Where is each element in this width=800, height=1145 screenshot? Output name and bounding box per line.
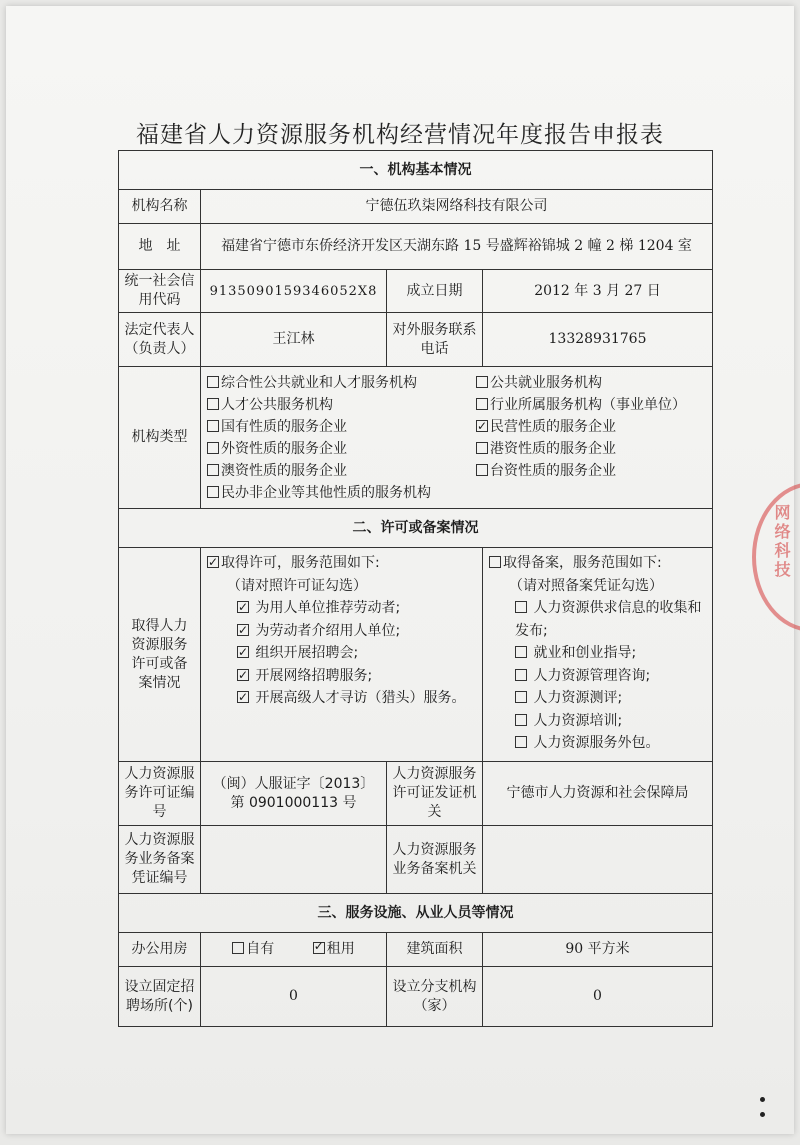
checkbox-icon — [207, 442, 219, 454]
office-options — [201, 933, 387, 967]
phone-label: 对外服务联系电话 — [387, 313, 483, 367]
credit-code-label: 统一社会信用代码 — [119, 270, 201, 313]
filing-item[interactable]: 人力资源服务外包。 — [489, 732, 706, 755]
checkbox-icon — [476, 442, 488, 454]
checked-checkbox-icon — [476, 420, 488, 432]
legal-rep-value: 王江林 — [201, 313, 387, 367]
permit-number-label: 人力资源服务许可证编号 — [119, 762, 201, 826]
permit-note: （请对照许可证勾选） — [227, 577, 367, 594]
permit-number-line-1: （闽）人服证字〔2013〕 — [212, 775, 375, 792]
office-own-option[interactable]: 自有 — [232, 941, 274, 957]
permit-item[interactable]: ✓ 为劳动者介绍用人单位; — [207, 620, 476, 643]
permit-scope — [201, 548, 483, 762]
org-name-label: 机构名称 — [119, 190, 201, 224]
report-form — [118, 150, 713, 1027]
checkbox-icon — [515, 691, 527, 703]
area-value: 90 平方米 — [483, 933, 713, 967]
phone-value: 13328931765 — [483, 313, 713, 367]
checkbox-icon — [515, 601, 527, 613]
permit-item[interactable]: ✓ 组织开展招聘会; — [207, 642, 476, 665]
checkbox-icon — [207, 486, 219, 498]
issuer-value: 宁德市人力资源和社会保障局 — [483, 762, 713, 826]
permit-number-value — [201, 762, 387, 826]
binding-dot — [760, 1097, 765, 1102]
license-label: 取得人力资源服务许可或备案情况 — [119, 548, 201, 762]
checkbox-icon — [515, 669, 527, 681]
type-option[interactable]: 公共就业服务机构 — [476, 372, 706, 394]
checkbox-icon — [476, 464, 488, 476]
venue-label: 设立固定招聘场所(个) — [119, 967, 201, 1027]
type-option-private-checked[interactable]: ✓ 民营性质的服务企业 — [476, 416, 706, 438]
branch-value: 0 — [483, 967, 713, 1027]
type-option[interactable]: 外资性质的服务企业 — [207, 438, 476, 460]
legal-rep-label: 法定代表人（负责人） — [119, 313, 201, 367]
checkbox-icon — [476, 376, 488, 388]
filing-note: （请对照备案凭证勾选） — [509, 577, 663, 594]
checkbox-icon — [207, 376, 219, 388]
filing-item[interactable]: 人力资源培训; — [489, 710, 706, 733]
checked-checkbox-icon — [207, 556, 219, 568]
form-title: 福建省人力资源服务机构经营情况年度报告申报表 — [136, 122, 664, 148]
branch-label: 设立分支机构（家） — [387, 967, 483, 1027]
area-label: 建筑面积 — [387, 933, 483, 967]
filing-number-label: 人力资源服务业务备案凭证编号 — [119, 826, 201, 894]
type-option[interactable]: 澳资性质的服务企业 — [207, 460, 476, 482]
type-option[interactable]: 人才公共服务机构 — [207, 394, 476, 416]
office-label: 办公用房 — [119, 933, 201, 967]
type-option[interactable]: 港资性质的服务企业 — [476, 438, 706, 460]
filing-item[interactable]: 人力资源供求信息的收集和发布; — [515, 600, 702, 639]
permit-item[interactable]: ✓ 开展高级人才寻访（猎头）服务。 — [207, 687, 476, 710]
type-option[interactable]: 综合性公共就业和人才服务机构 — [207, 372, 476, 394]
filing-item[interactable]: 人力资源测评; — [489, 687, 706, 710]
office-rent-option[interactable]: ✓ 租用 — [313, 941, 355, 957]
checked-checkbox-icon — [313, 942, 325, 954]
address-value: 福建省宁德市东侨经济开发区天湖东路 15 号盛辉裕锦城 2 幢 2 梯 1204 室 — [201, 224, 713, 270]
seal-text: 网络科技 — [772, 504, 791, 580]
filing-authority-value[interactable] — [483, 826, 713, 894]
permit-heading[interactable]: ✓取得许可，服务范围如下: — [207, 552, 476, 575]
filing-authority-label: 人力资源服务业务备案机关 — [387, 826, 483, 894]
checked-checkbox-icon — [237, 669, 249, 681]
address-label: 地 址 — [119, 224, 201, 270]
checkbox-icon — [515, 736, 527, 748]
type-option[interactable]: 行业所属服务机构（事业单位） — [476, 394, 706, 416]
checked-checkbox-icon — [237, 601, 249, 613]
checked-checkbox-icon — [237, 646, 249, 658]
permit-item[interactable]: ✓ 开展网络招聘服务; — [207, 665, 476, 688]
checkbox-icon — [207, 420, 219, 432]
credit-code-value: 9135090159346052X8 — [201, 270, 387, 313]
org-type-label: 机构类型 — [119, 367, 201, 509]
section-license: 二、许可或备案情况 — [119, 509, 713, 548]
issuer-label: 人力资源服务许可证发证机关 — [387, 762, 483, 826]
section-facilities: 三、服务设施、从业人员等情况 — [119, 894, 713, 933]
filing-number-value[interactable] — [201, 826, 387, 894]
filing-item[interactable]: 就业和创业指导; — [489, 642, 706, 665]
checkbox-icon — [489, 556, 501, 568]
type-option[interactable]: 民办非企业等其他性质的服务机构 — [207, 482, 706, 504]
checkbox-icon — [515, 714, 527, 726]
filing-item[interactable]: 人力资源管理咨询; — [489, 665, 706, 688]
permit-item[interactable]: ✓ 为用人单位推荐劳动者; — [207, 597, 476, 620]
type-option[interactable]: 台资性质的服务企业 — [476, 460, 706, 482]
section-basic-info: 一、机构基本情况 — [119, 151, 713, 190]
venue-value: 0 — [201, 967, 387, 1027]
checked-checkbox-icon — [237, 624, 249, 636]
founding-date-label: 成立日期 — [387, 270, 483, 313]
filing-heading[interactable]: 取得备案，服务范围如下: — [489, 552, 706, 575]
checkbox-icon — [515, 646, 527, 658]
org-name-value: 宁德伍玖柒网络科技有限公司 — [201, 190, 713, 224]
checkbox-icon — [232, 942, 244, 954]
checked-checkbox-icon — [237, 691, 249, 703]
org-type-options — [201, 367, 713, 509]
checkbox-icon — [207, 464, 219, 476]
filing-scope — [483, 548, 713, 762]
checkbox-icon — [207, 398, 219, 410]
type-option[interactable]: 国有性质的服务企业 — [207, 416, 476, 438]
binding-dot — [760, 1112, 765, 1117]
permit-number-line-2: 第 0901000113 号 — [230, 794, 357, 811]
founding-date-value: 2012 年 3 月 27 日 — [483, 270, 713, 313]
checkbox-icon — [476, 398, 488, 410]
